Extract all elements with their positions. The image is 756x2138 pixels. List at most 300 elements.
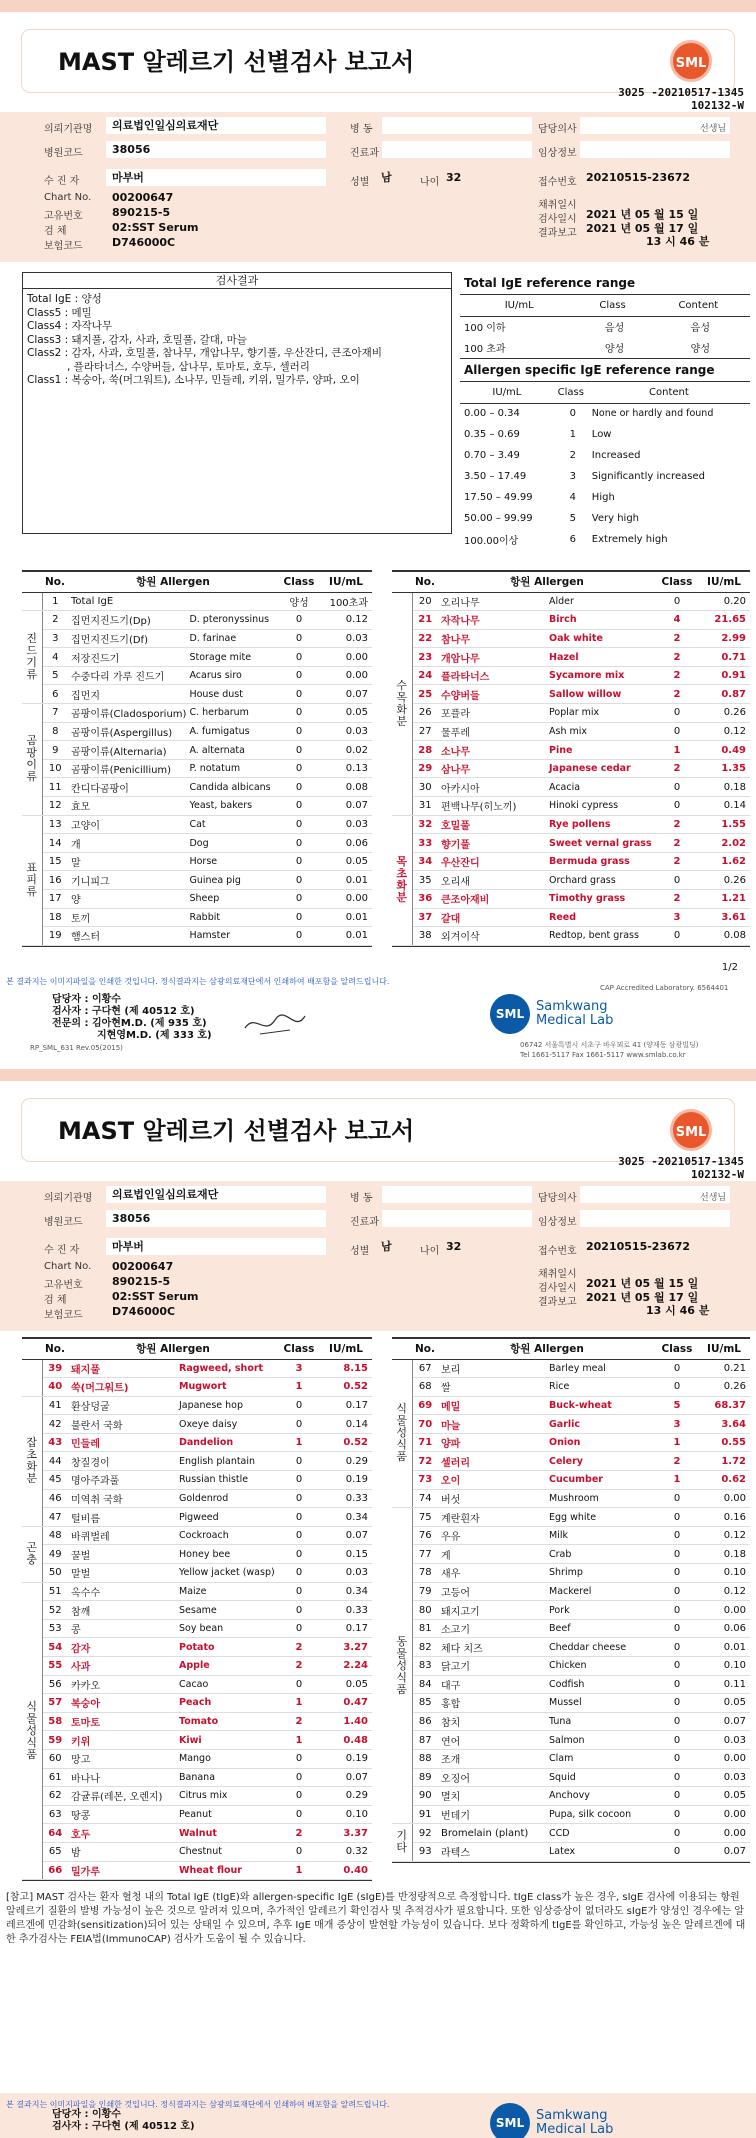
cell-ko: 아카시아 xyxy=(438,778,546,797)
cell-ko: 대구 xyxy=(438,1675,546,1694)
reference-remark: [참고] MAST 검사는 환자 혈청 내의 Total IgE (tIgE)와 allergen-specific IgE (sIgE)를 반정량적으로 측정합니다. tIgE class가 높은 경우, sIgE 검사에 이용되는 항원 알레르기 질환의 발병 가능성이 높은 것으로 알려져 있으며, 추가적인 알레르기 확인검사 및 추적검사가 필요합니다. 또한 임상증상이 없더라도 sIgE가 양성인 경우에는 알레르겐에 민감화(sensitization)되어 있는 상태일 수 있으며, 추후 IgE 매개 증상이 발현할 가능성이 있습니다. 보다 정확하게 tIgE를 확인하고, 가능성 높은 알레르겐에 대한 추가검사는 FEIA법(ImmunoCAP) 검사가 도움이 될 수 있습니다. xyxy=(6,1892,746,1945)
cell-no: 17 xyxy=(42,890,68,909)
cell-cls: 0 xyxy=(278,648,320,667)
cell-cls: 0 xyxy=(278,815,320,834)
cell-ko: 감자 xyxy=(68,1638,176,1657)
allergen-row xyxy=(22,1378,372,1397)
result-date: 2021 년 05 월 17 일 xyxy=(586,222,699,235)
allergen-row xyxy=(22,797,372,816)
cell-iu: 0.08 xyxy=(698,927,750,946)
cell-no: 13 xyxy=(42,815,68,834)
spec-ref-table: IU/mL Class Content 0.00 – 0.34 0 None or hardly and found 0.35 – 0.69 1 Low 0.70 – 3.49 2 Increased 3.50 – 17.49 3 Significantly increased 17.50 – 49.99 4 High 50.00 – 99.99 5 Very high 100.00이상 6 Extremely high xyxy=(460,382,750,550)
cell-iu: 0.13 xyxy=(320,759,372,778)
cell-cls: 1 xyxy=(656,1433,698,1452)
cell-cls: 3 xyxy=(278,1359,320,1378)
insurance-label: 보험코드 xyxy=(44,241,83,252)
cell-cls: 0 xyxy=(656,1712,698,1731)
allergen-row xyxy=(392,1638,750,1657)
cell-en: Garlic xyxy=(546,1415,656,1434)
spec-ref-title: Allergen specific IgE reference range xyxy=(460,358,750,382)
cell-en: Squid xyxy=(546,1768,656,1787)
header-class: Class xyxy=(278,1339,320,1359)
cell-en: Chestnut xyxy=(176,1842,278,1861)
cell-no: 42 xyxy=(42,1415,68,1434)
cell-en: C. herbarum xyxy=(186,704,278,723)
allergen-row xyxy=(392,778,750,797)
cell-ko: 메밀 xyxy=(438,1396,546,1415)
cell-iu: 0.17 xyxy=(320,1619,372,1638)
cell-iu: 0.34 xyxy=(320,1508,372,1527)
cell-no: 46 xyxy=(42,1489,68,1508)
group-label: 잡 초 화 분 xyxy=(22,1396,42,1526)
cell-ko: 참나무 xyxy=(438,629,546,648)
allergen-table-p2-right xyxy=(392,1337,750,1863)
cell-no: 92 xyxy=(412,1824,438,1843)
cell-ko: 밤 xyxy=(68,1842,176,1861)
cell-en: Milk xyxy=(546,1526,656,1545)
cell-en: D. pteronyssinus xyxy=(186,611,278,630)
cell-cls: 0 xyxy=(278,1396,320,1415)
cell-ko: 곰팡이류(Alternaria) xyxy=(68,741,186,760)
cell-cls: 0 xyxy=(656,1359,698,1378)
cell-ko: 곰팡이류(Aspergillus) xyxy=(68,722,186,741)
cell-no: 84 xyxy=(412,1675,438,1694)
cell-iu: 1.40 xyxy=(320,1712,372,1731)
cell-cls: 0 xyxy=(278,722,320,741)
cell-cls: 0 xyxy=(656,722,698,741)
cell-iu: 0.07 xyxy=(320,1526,372,1545)
cell-ko: 사과 xyxy=(68,1657,176,1676)
cell-no: 47 xyxy=(42,1508,68,1527)
cell-en: Redtop, bent grass xyxy=(546,927,656,946)
cell-iu: 2.24 xyxy=(320,1657,372,1676)
sml-circle-icon: SML xyxy=(490,2103,530,2138)
sml-circle-icon: SML xyxy=(490,994,530,1034)
cell-en: Chicken xyxy=(546,1657,656,1676)
cell-iu: 0.00 xyxy=(698,1749,750,1768)
cell-ko: 고양이 xyxy=(68,815,186,834)
cell-no: 23 xyxy=(412,648,438,667)
clinical-label: 임상정보 xyxy=(538,148,577,159)
report-title: MAST 알레르기 선별검사 보고서 xyxy=(58,48,415,76)
allergen-row xyxy=(22,834,372,853)
cell-cls: 2 xyxy=(278,1824,320,1843)
allergen-row xyxy=(392,1805,750,1824)
allergen-row xyxy=(392,666,750,685)
cell-en: Rice xyxy=(546,1378,656,1397)
doctor-suffix: 선생님 xyxy=(700,124,727,134)
cell-en: Dandelion xyxy=(176,1433,278,1452)
cell-en: Sweet vernal grass xyxy=(546,834,656,853)
allergen-row xyxy=(22,741,372,760)
cell-ko: 버섯 xyxy=(438,1489,546,1508)
cell-iu: 0.00 xyxy=(698,1489,750,1508)
cell-iu: 0.08 xyxy=(320,778,372,797)
header-no: No. xyxy=(412,572,438,592)
report-page-2 xyxy=(0,1069,756,2138)
cell-ko: 감귤류(레몬, 오렌지) xyxy=(68,1787,176,1806)
cell-ko: 곰팡이류(Penicillium) xyxy=(68,759,186,778)
cell-en: Dog xyxy=(186,834,278,853)
cell-ko: 개암나무 xyxy=(438,648,546,667)
result-time: 13 시 46 분 xyxy=(646,235,710,248)
cell-cls: 2 xyxy=(656,648,698,667)
cell-iu: 0.16 xyxy=(698,1508,750,1527)
cell-iu: 0.00 xyxy=(320,648,372,667)
cell-no: 73 xyxy=(412,1471,438,1490)
cell-iu: 0.19 xyxy=(320,1471,372,1490)
cell-no: 69 xyxy=(412,1396,438,1415)
sml-logo-icon: SML xyxy=(670,40,712,82)
cell-en: Peanut xyxy=(176,1805,278,1824)
receipt-label: 접수번호 xyxy=(538,177,577,188)
cell-en: Mushroom xyxy=(546,1489,656,1508)
cell-en: Walnut xyxy=(176,1824,278,1843)
cell-cls: 0 xyxy=(278,852,320,871)
cell-no: 66 xyxy=(42,1861,68,1880)
cell-cls: 0 xyxy=(656,1601,698,1620)
allergen-row xyxy=(22,1731,372,1750)
cell-no: 20 xyxy=(412,592,438,611)
cell-no: 15 xyxy=(42,852,68,871)
cell-no: 35 xyxy=(412,871,438,890)
cell-cls: 0 xyxy=(278,1582,320,1601)
allergen-row xyxy=(22,685,372,704)
allergen-row xyxy=(22,927,372,946)
allergen-row xyxy=(22,1508,372,1527)
cap-label: CAP Accredited Laboratory. 6564401 xyxy=(600,984,729,992)
allergen-row xyxy=(22,1452,372,1471)
cell-cls: 2 xyxy=(656,1452,698,1471)
cell-cls: 2 xyxy=(656,666,698,685)
cell-ko: 키위 xyxy=(68,1731,176,1750)
cell-en: Storage mite xyxy=(186,648,278,667)
cell-no: 91 xyxy=(412,1805,438,1824)
cell-cls: 2 xyxy=(656,890,698,909)
allergen-row xyxy=(392,1787,750,1806)
cell-iu: 0.26 xyxy=(698,871,750,890)
cell-en: Barley meal xyxy=(546,1359,656,1378)
cell-ko: 플라타너스 xyxy=(438,666,546,685)
header-group xyxy=(392,1339,412,1359)
cell-en: Codfish xyxy=(546,1675,656,1694)
cell-iu: 0.48 xyxy=(320,1731,372,1750)
header-class: Class xyxy=(656,1339,698,1359)
cell-en: Crab xyxy=(546,1545,656,1564)
cell-en: Birch xyxy=(546,611,656,630)
cell-ko: 토끼 xyxy=(68,908,186,927)
allergen-row xyxy=(392,592,750,611)
cell-en: Candida albicans xyxy=(186,778,278,797)
allergen-row xyxy=(392,1749,750,1768)
allergen-row xyxy=(392,629,750,648)
cell-ko: 콩 xyxy=(68,1619,176,1638)
cell-cls: 0 xyxy=(656,1489,698,1508)
cell-iu: 0.18 xyxy=(698,778,750,797)
cell-iu: 3.61 xyxy=(698,908,750,927)
cell-no: 50 xyxy=(42,1564,68,1583)
cell-cls: 1 xyxy=(278,1378,320,1397)
allergen-row xyxy=(392,908,750,927)
cell-cls: 0 xyxy=(656,704,698,723)
cell-en: Oak white xyxy=(546,629,656,648)
allergen-row xyxy=(392,1564,750,1583)
cell-cls: 0 xyxy=(278,1526,320,1545)
cell-iu: 1.55 xyxy=(698,815,750,834)
cell-ko: 홍합 xyxy=(438,1694,546,1713)
cell-iu: 0.19 xyxy=(320,1749,372,1768)
cell-cls: 0 xyxy=(656,1768,698,1787)
specimen-value: 02:SST Serum xyxy=(112,221,199,234)
allergen-row xyxy=(22,1471,372,1490)
allergen-row xyxy=(392,815,750,834)
cell-cls: 3 xyxy=(656,908,698,927)
group-label: 곰 팡 이 류 xyxy=(22,704,42,816)
cell-iu: 0.01 xyxy=(320,871,372,890)
cell-en: Banana xyxy=(176,1768,278,1787)
cell-ko: 삼나무 xyxy=(438,759,546,778)
header-iu: IU/mL xyxy=(698,572,750,592)
allergen-row xyxy=(22,722,372,741)
cell-cls: 3 xyxy=(656,1415,698,1434)
allergen-row xyxy=(392,1712,750,1731)
cell-no: 93 xyxy=(412,1842,438,1861)
allergen-row xyxy=(392,1675,750,1694)
allergen-row xyxy=(392,1396,750,1415)
header-iu: IU/mL xyxy=(698,1339,750,1359)
cell-ko: 옥수수 xyxy=(68,1582,176,1601)
cell-en: Mango xyxy=(176,1749,278,1768)
cell-iu: 0.20 xyxy=(698,592,750,611)
header-allergen: 항원 Allergen xyxy=(438,572,656,592)
cell-iu: 0.12 xyxy=(320,611,372,630)
cell-iu: 0.07 xyxy=(320,1768,372,1787)
cell-ko: 마늘 xyxy=(438,1415,546,1434)
allergen-row xyxy=(22,778,372,797)
cell-ko: 집먼지진드기(Dp) xyxy=(68,611,186,630)
allergen-table-p1-left xyxy=(22,570,372,947)
group-label: 동 물 성 식 품 xyxy=(392,1508,412,1824)
cell-cls: 0 xyxy=(278,741,320,760)
allergen-row xyxy=(392,852,750,871)
cell-cls: 0 xyxy=(278,629,320,648)
cell-no: 22 xyxy=(412,629,438,648)
ward-label: 병 동 xyxy=(350,124,373,135)
cell-no: 62 xyxy=(42,1787,68,1806)
cell-iu: 21.65 xyxy=(698,611,750,630)
allergen-row xyxy=(22,1564,372,1583)
cell-ko: 창질경이 xyxy=(68,1452,176,1471)
allergen-row xyxy=(392,927,750,946)
cell-no: 40 xyxy=(42,1378,68,1397)
cell-en: Bermuda grass xyxy=(546,852,656,871)
cell-iu: 0.26 xyxy=(698,704,750,723)
cell-en: Rabbit xyxy=(186,908,278,927)
cell-ko: 오징어 xyxy=(438,1768,546,1787)
cell-en: Sallow willow xyxy=(546,685,656,704)
cell-cls: 0 xyxy=(656,1749,698,1768)
cell-en: Guinea pig xyxy=(186,871,278,890)
cell-en: Orchard grass xyxy=(546,871,656,890)
signatures: 담당자 : 이황수 검사자 : 구다현 (제 40512 호) 전문의 : 김아현M.D. (제 935 호) 지현영M.D. (제 333 호) xyxy=(52,994,212,1041)
patient-value: 마부버 xyxy=(106,169,326,186)
allergen-row xyxy=(22,1694,372,1713)
cell-no: 75 xyxy=(412,1508,438,1527)
cell-no: 10 xyxy=(42,759,68,778)
cell-iu: 0.00 xyxy=(698,1824,750,1843)
allergen-row xyxy=(392,1489,750,1508)
allergen-row xyxy=(22,1415,372,1434)
cell-no: 85 xyxy=(412,1694,438,1713)
cell-ko: 보리 xyxy=(438,1359,546,1378)
cell-cls: 0 xyxy=(278,759,320,778)
test-date: 2021 년 05 월 15 일 xyxy=(586,208,699,221)
cell-iu: 0.00 xyxy=(698,1601,750,1620)
allergen-row xyxy=(22,1657,372,1676)
cell-cls: 0 xyxy=(656,1526,698,1545)
cell-iu: 0.05 xyxy=(320,1675,372,1694)
cell-en xyxy=(186,592,278,611)
cell-en: D. farinae xyxy=(186,629,278,648)
cell-iu: 0.05 xyxy=(320,852,372,871)
cell-en: Yellow jacket (wasp) xyxy=(176,1564,278,1583)
cell-no: 38 xyxy=(412,927,438,946)
header-group xyxy=(22,572,42,592)
cell-iu: 0.05 xyxy=(698,1787,750,1806)
cell-ko: 쑥(머그워트) xyxy=(68,1378,176,1397)
cell-en: Sesame xyxy=(176,1601,278,1620)
cell-iu: 2.99 xyxy=(698,629,750,648)
allergen-row xyxy=(22,648,372,667)
group-label xyxy=(22,1359,42,1396)
cell-iu: 0.07 xyxy=(698,1712,750,1731)
cell-no: 88 xyxy=(412,1749,438,1768)
cell-ko: 번데기 xyxy=(438,1805,546,1824)
cell-no: 18 xyxy=(42,908,68,927)
cell-en: Cheddar cheese xyxy=(546,1638,656,1657)
page-number: 1/2 xyxy=(721,962,738,973)
samkwang-logo: SML Samkwang Medical Lab xyxy=(490,994,613,1034)
allergen-row xyxy=(22,759,372,778)
allergen-row xyxy=(22,1433,372,1452)
cell-cls: 4 xyxy=(656,611,698,630)
cell-no: 83 xyxy=(412,1657,438,1676)
group-label: 목 초 화 분 xyxy=(392,815,412,945)
cell-en: Alder xyxy=(546,592,656,611)
cell-cls: 0 xyxy=(278,1508,320,1527)
cell-ko: 털비름 xyxy=(68,1508,176,1527)
cell-cls: 2 xyxy=(656,834,698,853)
cell-no: 81 xyxy=(412,1619,438,1638)
hospital-code-label: 병원코드 xyxy=(44,148,83,159)
cell-iu: 0.29 xyxy=(320,1452,372,1471)
cell-iu: 0.33 xyxy=(320,1489,372,1508)
cell-no: 5 xyxy=(42,666,68,685)
cell-no: 64 xyxy=(42,1824,68,1843)
allergen-row xyxy=(392,1824,750,1843)
cell-en: Honey bee xyxy=(176,1545,278,1564)
cell-iu: 0.14 xyxy=(320,1415,372,1434)
cell-en: Cucumber xyxy=(546,1471,656,1490)
cell-ko: 미역취 국화 xyxy=(68,1489,176,1508)
results-box xyxy=(22,272,452,534)
cell-no: 12 xyxy=(42,797,68,816)
header-no: No. xyxy=(42,572,68,592)
specimen-label: 검 체 xyxy=(44,226,67,237)
cell-no: 25 xyxy=(412,685,438,704)
cell-ko: 참깨 xyxy=(68,1601,176,1620)
allergen-table-p2-left xyxy=(22,1337,372,1881)
allergen-row xyxy=(22,1749,372,1768)
cell-en: English plantain xyxy=(176,1452,278,1471)
cell-ko: 자작나무 xyxy=(438,611,546,630)
cell-en: Hazel xyxy=(546,648,656,667)
allergen-row xyxy=(392,1378,750,1397)
cell-en: Oxeye daisy xyxy=(176,1415,278,1434)
cell-en: Horse xyxy=(186,852,278,871)
cell-en: Reed xyxy=(546,908,656,927)
cell-ko: 외겨이삭 xyxy=(438,927,546,946)
header-iu: IU/mL xyxy=(320,1339,372,1359)
cell-ko: 편백나무(히노끼) xyxy=(438,797,546,816)
cell-no: 24 xyxy=(412,666,438,685)
collect-label: 채취일시 xyxy=(538,200,577,211)
test-label: 검사일시 xyxy=(538,214,577,225)
cell-ko: 우산잔디 xyxy=(438,852,546,871)
cell-no: 70 xyxy=(412,1415,438,1434)
cell-en: Citrus mix xyxy=(176,1787,278,1806)
cell-iu: 0.06 xyxy=(698,1619,750,1638)
cell-en: Beef xyxy=(546,1619,656,1638)
cell-ko: 복숭아 xyxy=(68,1694,176,1713)
signature-icon xyxy=(240,1008,310,1038)
cell-en: Rye pollens xyxy=(546,815,656,834)
cell-en: Apple xyxy=(176,1657,278,1676)
id-value: 890215-5 xyxy=(112,206,171,219)
top-band xyxy=(0,1069,756,1081)
cell-cls: 2 xyxy=(278,1712,320,1731)
cell-en: P. notatum xyxy=(186,759,278,778)
cell-iu: 0.55 xyxy=(698,1433,750,1452)
reference-ranges xyxy=(460,272,750,550)
cell-iu: 0.49 xyxy=(698,741,750,760)
cell-en: Potato xyxy=(176,1638,278,1657)
allergen-row xyxy=(392,1471,750,1490)
results-lines: Total IgE : 양성 Class5 : 메밀 Class4 : 자작나무 Class3 : 돼지풀, 감자, 사과, 호밀풀, 갈대, 마늘 Class2 : 감자, 사과, 호밀풀, 참나무, 개암나무, 향기풀, 우산잔디, 큰조아재비 , 플라타너스, 수양버들, 삼나무, 토마토, 호두, 셀러리 Class1 : 복숭아, 쑥(머그워트), 소나무, 민들레, 키위, 밀가루, 양파, 오이 xyxy=(27,293,382,386)
cell-en: Onion xyxy=(546,1433,656,1452)
cell-no: 72 xyxy=(412,1452,438,1471)
cell-no: 2 xyxy=(42,611,68,630)
cell-cls: 0 xyxy=(656,797,698,816)
cell-iu: 0.14 xyxy=(698,797,750,816)
cell-iu: 3.37 xyxy=(320,1824,372,1843)
cell-iu: 0.11 xyxy=(698,1675,750,1694)
cell-cls: 0 xyxy=(278,890,320,909)
cell-iu: 0.12 xyxy=(698,722,750,741)
cell-en: Japanese cedar xyxy=(546,759,656,778)
allergen-row xyxy=(392,1452,750,1471)
allergen-row xyxy=(22,1545,372,1564)
cell-ko: 환삼덩굴 xyxy=(68,1396,176,1415)
cell-ko: 물푸레 xyxy=(438,722,546,741)
allergen-row xyxy=(392,1415,750,1434)
cell-ko: 토마토 xyxy=(68,1712,176,1731)
cell-no: 36 xyxy=(412,890,438,909)
cell-cls: 0 xyxy=(278,1601,320,1620)
institution-value: 의료법인일심의료재단 xyxy=(106,117,326,134)
cell-no: 82 xyxy=(412,1638,438,1657)
total-ref-table: IU/mL Class Content 100 이하 음성 음성 100 초과 양성 양성 xyxy=(460,295,750,358)
